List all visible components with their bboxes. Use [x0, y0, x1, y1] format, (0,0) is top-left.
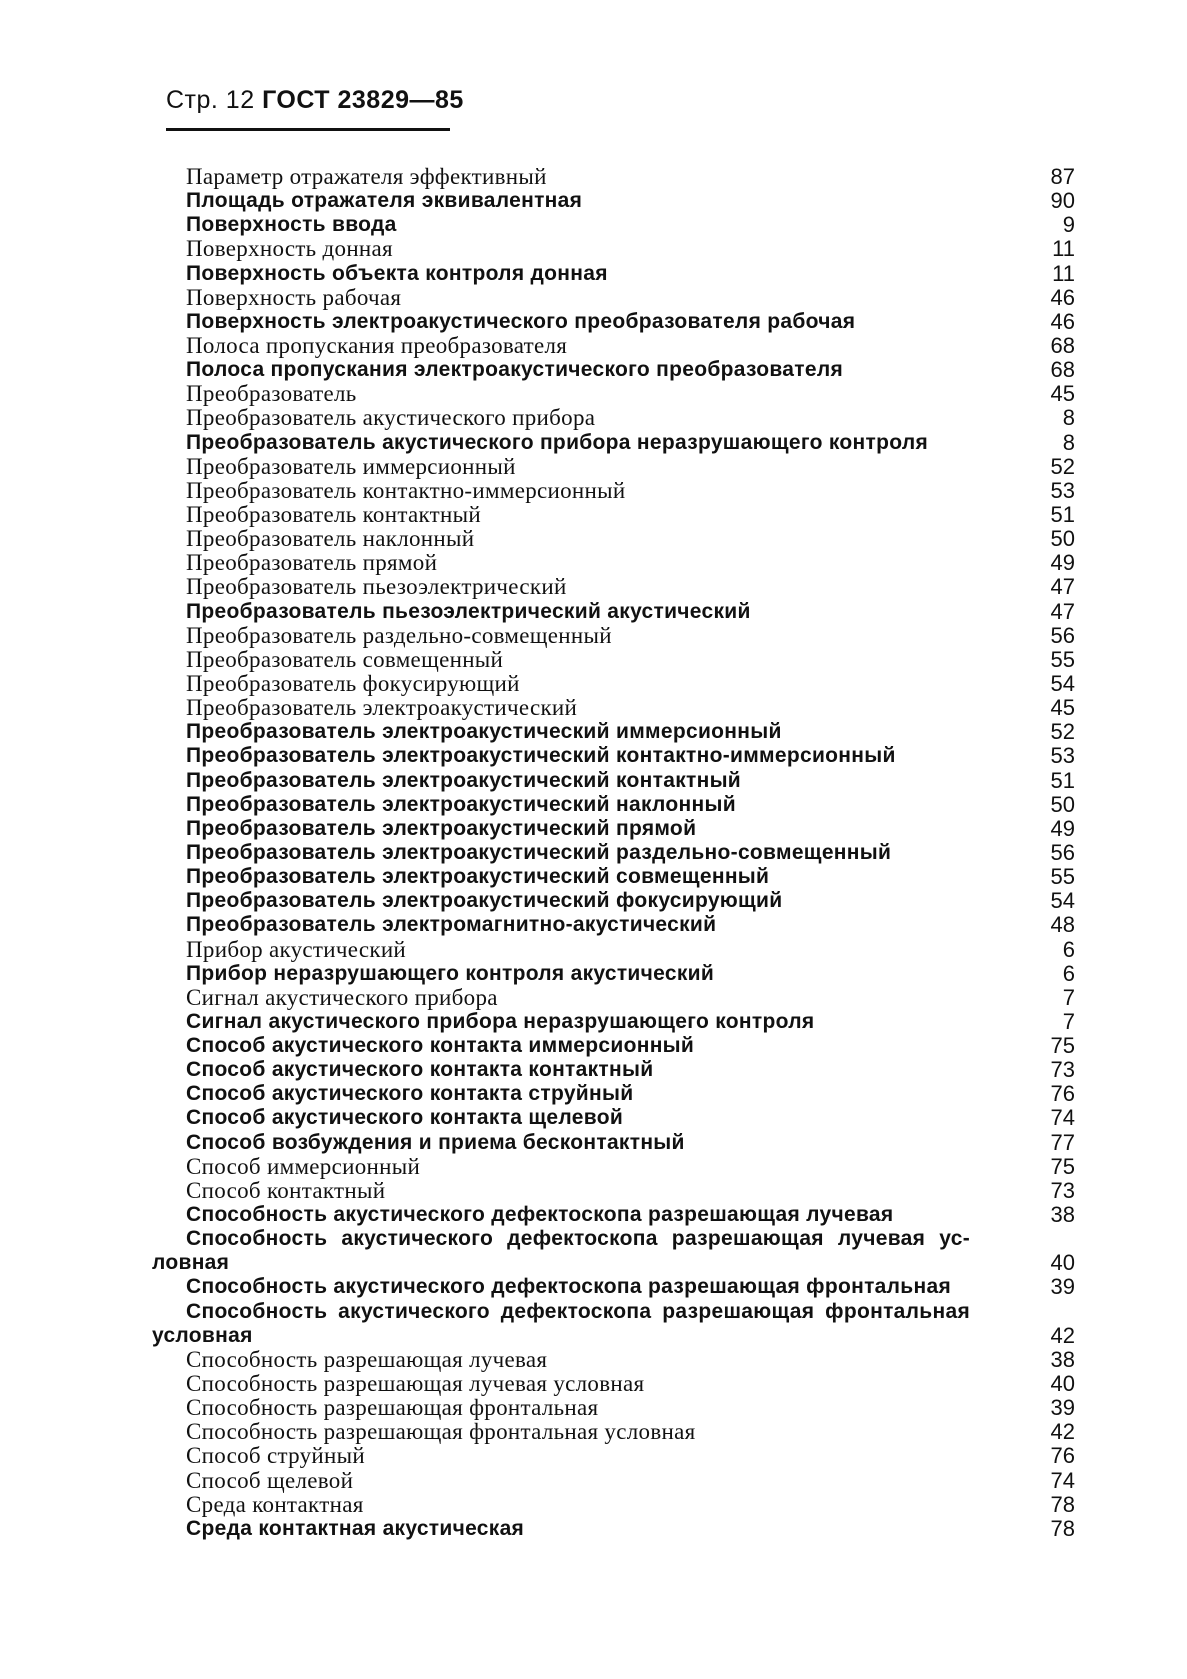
entry-term: Преобразователь — [186, 381, 357, 407]
index-entry — [150, 962, 1075, 986]
entry-term: Полоса пропускания преобразователя — [186, 332, 568, 358]
entry-page: 51 — [1050, 767, 1075, 793]
index-entry — [150, 1251, 1075, 1275]
entry-term: Способность разрешающая фронтальная условная — [186, 1419, 696, 1445]
index-entry — [150, 165, 1075, 189]
index-entry — [150, 551, 1075, 575]
entry-term: Способ акустического контакта струйный — [186, 1082, 634, 1106]
entry-term: Способ щелевой — [186, 1467, 354, 1493]
entry-term: Способ иммерсионный — [186, 1153, 421, 1179]
index-entry — [150, 1034, 1075, 1058]
entry-page: 42 — [1050, 1419, 1075, 1445]
entry-term: Поверхность рабочая — [186, 284, 402, 310]
index-entry — [150, 189, 1075, 213]
entry-page: 87 — [1050, 164, 1075, 189]
entry-page: 53 — [1050, 477, 1075, 503]
index-entry — [150, 382, 1075, 406]
entry-term: Преобразователь акустического прибора неразрушающего контроля — [186, 430, 929, 454]
index-entry — [150, 1493, 1075, 1517]
entry-page: 76 — [1050, 1081, 1075, 1107]
entry-page: 49 — [1050, 550, 1075, 576]
entry-term: Преобразователь фокусирующий — [186, 670, 520, 696]
entry-page: 38 — [1050, 1202, 1075, 1228]
entry-page: 56 — [1050, 622, 1075, 648]
entry-term: Преобразователь электроакустический контактно-иммерсионный — [186, 744, 896, 768]
index-entry — [150, 431, 1075, 455]
entry-term: Параметр отражателя эффективный — [186, 164, 547, 189]
entry-page: 78 — [1050, 1491, 1075, 1517]
index-entry — [150, 1420, 1075, 1444]
entry-term: Преобразователь совмещенный — [186, 646, 504, 672]
entry-term: Преобразователь электромагнитно-акустический — [186, 913, 717, 937]
entry-page: 68 — [1050, 332, 1075, 358]
entry-term: Способ акустического контакта щелевой — [186, 1106, 624, 1130]
index-entry — [150, 600, 1075, 624]
entry-page: 39 — [1050, 1274, 1075, 1300]
index-entry — [150, 1469, 1075, 1493]
index-entry — [150, 1372, 1075, 1396]
entry-term: Способность разрешающая лучевая — [186, 1346, 548, 1372]
entry-term: Преобразователь электроакустический совмещенный — [186, 865, 770, 889]
standard-number: ГОСТ 23829—85 — [262, 86, 464, 114]
entry-page: 42 — [1050, 1322, 1075, 1348]
index-entry — [150, 1300, 1075, 1324]
entry-page: 6 — [1062, 960, 1075, 986]
index-entry — [150, 1010, 1075, 1034]
index-entry — [150, 841, 1075, 865]
index-entry — [150, 1155, 1075, 1179]
index-entry — [150, 889, 1075, 913]
index-entry — [150, 213, 1075, 237]
entry-term: Преобразователь наклонный — [186, 526, 475, 552]
entry-page: 51 — [1050, 501, 1075, 527]
entry-page: 38 — [1050, 1346, 1075, 1372]
index-entry — [150, 358, 1075, 382]
entry-page: 46 — [1050, 308, 1075, 334]
index-entry — [150, 1106, 1075, 1130]
index-entry — [150, 769, 1075, 793]
entry-term: Сигнал акустического прибора неразрушающего контроля — [186, 1009, 815, 1033]
entry-term: Прибор акустический — [186, 936, 407, 962]
entry-term: Способ возбуждения и приема бесконтактный — [186, 1130, 685, 1154]
entry-page: 52 — [1050, 719, 1075, 745]
index-entry — [150, 575, 1075, 599]
entry-page: 76 — [1050, 1443, 1075, 1469]
entry-term: Поверхность объекта контроля донная — [186, 261, 608, 285]
entry-page: 74 — [1050, 1105, 1075, 1131]
index-entry — [150, 986, 1075, 1010]
entry-term: Преобразователь электроакустический фокусирующий — [186, 889, 783, 913]
index-entry — [150, 1396, 1075, 1420]
entry-term: Среда контактная — [186, 1491, 364, 1517]
index-entry — [150, 286, 1075, 310]
index-entry — [150, 310, 1075, 334]
entry-term: Преобразователь иммерсионный — [186, 453, 516, 479]
entry-page: 52 — [1050, 453, 1075, 479]
index-entry — [150, 1179, 1075, 1203]
entry-term: Преобразователь электроакустический раздельно-совмещенный — [186, 840, 892, 864]
entry-page: 39 — [1050, 1395, 1075, 1421]
index-entry — [150, 503, 1075, 527]
index-entry — [150, 913, 1075, 937]
index-entry — [150, 624, 1075, 648]
entry-page: 55 — [1050, 864, 1075, 890]
entry-term: Способность акустического дефектоскопа разрешающая лучевая ус- — [186, 1227, 970, 1251]
index-entry — [150, 744, 1075, 768]
entry-page: 73 — [1050, 1057, 1075, 1083]
entry-term: Преобразователь пьезоэлектрический акустический — [186, 599, 751, 623]
entry-page: 73 — [1050, 1177, 1075, 1203]
entry-page: 54 — [1050, 670, 1075, 696]
index-entry — [150, 720, 1075, 744]
entry-term: Способность акустического дефектоскопа разрешающая фронтальная — [186, 1275, 952, 1299]
page-header — [166, 86, 464, 115]
index-entry — [150, 527, 1075, 551]
entry-term: Преобразователь электроакустический прямой — [186, 816, 697, 840]
entry-page: 75 — [1050, 1033, 1075, 1059]
index-entry — [150, 1275, 1075, 1299]
entry-term: Поверхность ввода — [186, 213, 397, 237]
index-entry — [150, 1082, 1075, 1106]
entry-page: 55 — [1050, 646, 1075, 672]
index-entry — [150, 1517, 1075, 1541]
index-entry — [150, 696, 1075, 720]
entry-page: 50 — [1050, 791, 1075, 817]
entry-term: Полоса пропускания электроакустического преобразователя — [186, 358, 844, 382]
header-rule — [166, 128, 450, 131]
index-entry — [150, 455, 1075, 479]
entry-page: 11 — [1052, 236, 1075, 262]
entry-page: 8 — [1062, 429, 1075, 455]
index-entry — [150, 672, 1075, 696]
entry-term: Способность разрешающая фронтальная — [186, 1395, 599, 1421]
entry-page: 40 — [1050, 1371, 1075, 1397]
index-entry — [150, 1131, 1075, 1155]
entry-page: 45 — [1050, 381, 1075, 407]
entry-page: 47 — [1050, 598, 1075, 624]
index-entry — [150, 406, 1075, 430]
entry-page: 74 — [1050, 1467, 1075, 1493]
index-entry — [150, 334, 1075, 358]
entry-term: Преобразователь пьезоэлектрический — [186, 574, 567, 600]
entry-term: Преобразователь контактно-иммерсионный — [186, 477, 626, 503]
entry-page: 6 — [1062, 936, 1075, 962]
entry-page: 53 — [1050, 743, 1075, 769]
entry-page: 49 — [1050, 815, 1075, 841]
index-entry — [150, 793, 1075, 817]
page-number: Стр. 12 — [166, 86, 255, 114]
entry-page: 78 — [1050, 1515, 1075, 1541]
entry-term: Преобразователь электроакустический наклонный — [186, 792, 736, 816]
entry-page: 8 — [1062, 405, 1075, 431]
entry-page: 7 — [1062, 1008, 1075, 1034]
entry-term: ловная — [152, 1251, 230, 1275]
entry-term: Преобразователь раздельно-совмещенный — [186, 622, 612, 648]
entry-term: Преобразователь электроакустический контактный — [186, 768, 742, 792]
entry-page: 11 — [1052, 260, 1075, 286]
entry-term: Сигнал акустического прибора — [186, 984, 498, 1010]
index-list — [150, 165, 1075, 1541]
entry-term: Преобразователь прямой — [186, 550, 438, 576]
index-entry — [150, 1324, 1075, 1348]
index-entry — [150, 1058, 1075, 1082]
entry-page: 48 — [1050, 912, 1075, 938]
index-entry — [150, 865, 1075, 889]
entry-term: Прибор неразрушающего контроля акустический — [186, 961, 715, 985]
index-entry — [150, 262, 1075, 286]
entry-term: Поверхность донная — [186, 236, 393, 262]
entry-page: 50 — [1050, 526, 1075, 552]
index-entry — [150, 1348, 1075, 1372]
entry-term: Поверхность электроакустического преобразователя рабочая — [186, 309, 856, 333]
entry-term: Способ акустического контакта контактный — [186, 1058, 654, 1082]
entry-term: Способность акустического дефектоскопа разрешающая лучевая — [186, 1203, 894, 1227]
entry-term: Площадь отражателя эквивалентная — [186, 189, 583, 213]
index-entry — [150, 648, 1075, 672]
entry-term: условная — [152, 1323, 253, 1347]
entry-term: Способ контактный — [186, 1177, 386, 1203]
entry-term: Способность акустического дефектоскопа разрешающая фронтальная — [186, 1299, 970, 1323]
index-entry — [150, 479, 1075, 503]
entry-page: 90 — [1050, 188, 1075, 214]
entry-page: 68 — [1050, 357, 1075, 383]
entry-page: 40 — [1050, 1250, 1075, 1276]
index-entry — [150, 237, 1075, 261]
entry-term: Способность разрешающая лучевая условная — [186, 1371, 645, 1397]
entry-page: 46 — [1050, 284, 1075, 310]
entry-term: Преобразователь контактный — [186, 501, 481, 527]
index-entry — [150, 1227, 1075, 1251]
entry-term: Способ струйный — [186, 1443, 365, 1469]
entry-term: Преобразователь электроакустический иммерсионный — [186, 720, 782, 744]
entry-page: 9 — [1062, 212, 1075, 238]
entry-term: Способ акустического контакта иммерсионный — [186, 1034, 695, 1058]
index-entry — [150, 817, 1075, 841]
entry-page: 75 — [1050, 1153, 1075, 1179]
index-entry — [150, 1203, 1075, 1227]
entry-page: 47 — [1050, 574, 1075, 600]
entry-page: 77 — [1050, 1129, 1075, 1155]
entry-page: 45 — [1050, 695, 1075, 721]
index-entry — [150, 938, 1075, 962]
index-entry — [150, 1444, 1075, 1468]
entry-page: 7 — [1062, 984, 1075, 1010]
entry-term: Преобразователь электроакустический — [186, 695, 578, 721]
entry-term: Среда контактная акустическая — [186, 1516, 525, 1540]
entry-term: Преобразователь акустического прибора — [186, 405, 596, 431]
entry-page: 56 — [1050, 839, 1075, 865]
entry-page: 54 — [1050, 888, 1075, 914]
